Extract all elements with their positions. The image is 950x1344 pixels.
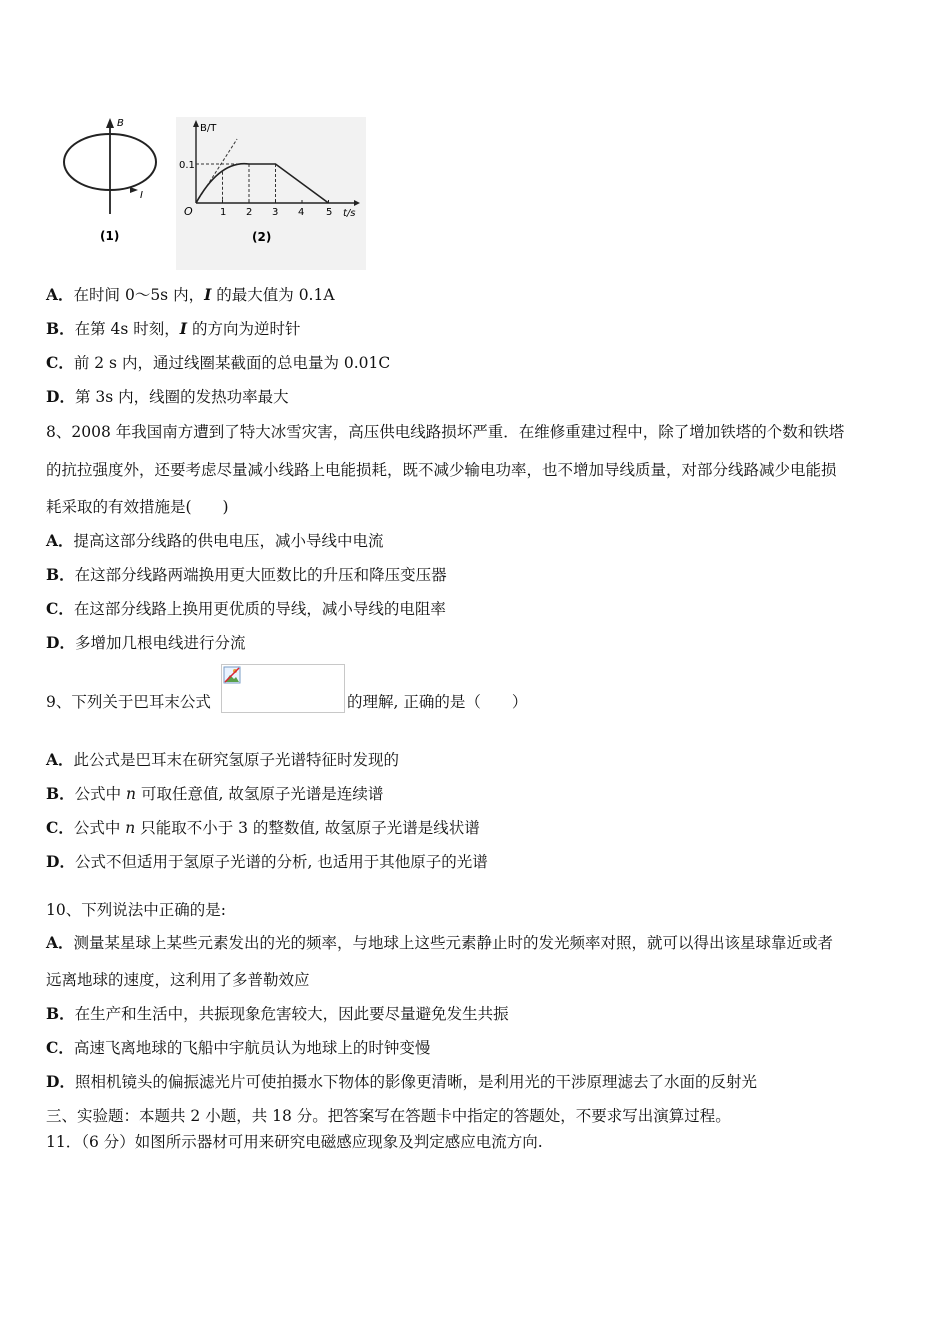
series-line <box>249 164 329 203</box>
x-tick-3: 3 <box>272 207 279 218</box>
x-axis-label: t/s <box>343 208 356 219</box>
broken-image-icon <box>223 666 241 684</box>
q11-stem: 11．（6 分）如图所示器材可用来研究电磁感应现象及判定感应电流方向. <box>46 1133 543 1151</box>
q7-option-b: B．在第 4s 时刻，I 的方向为逆时针 <box>46 319 301 338</box>
y-axis-arrow <box>193 120 199 127</box>
origin-label: O <box>184 205 193 218</box>
q9-stem-pre: 9、下列关于巴耳末公式 <box>46 693 211 711</box>
q9-option-c: C．公式中 n 只能取不小于 3 的整数值, 故氢原子光谱是线状谱 <box>46 818 480 837</box>
q8-option-d: D．多增加几根电线进行分流 <box>46 633 246 652</box>
q8-option-c: C．在这部分线路上换用更优质的导线，减小导线的电阻率 <box>46 599 446 618</box>
q7-option-a: A．在时间 0～5s 内，I 的最大值为 0.1A <box>46 285 335 304</box>
q10-option-c: C．高速飞离地球的飞船中宇航员认为地球上的时钟变慢 <box>46 1038 431 1057</box>
figure2-caption: (2) <box>252 230 272 244</box>
chart-plot <box>193 120 360 206</box>
q9-option-b: B．公式中 n 可取任意值, 故氢原子光谱是连续谱 <box>46 784 384 803</box>
b-t-graph <box>176 117 366 270</box>
q10-stem: 10、下列说法中正确的是: <box>46 901 226 919</box>
x-tick-5: 5 <box>326 207 333 218</box>
q8-option-b: B．在这部分线路两端换用更大匝数比的升压和降压变压器 <box>46 565 447 584</box>
y-axis-label: B/T <box>200 123 217 134</box>
q9-option-a: A．此公式是巴耳末在研究氢原子光谱特征时发现的 <box>46 750 400 769</box>
q8-stem-line2: 的抗拉强度外，还要考虑尽量减小线路上电能损耗，既不减少输电功率，也不增加导线质量，对部分线路减少电能损 <box>46 461 837 479</box>
q8-stem-line1: 8、2008 年我国南方遭到了特大冰雪灾害，高压供电线路损坏严重．在维修重建过程中，除了增加铁塔的个数和铁塔 <box>46 423 845 441</box>
q10-option-b: B．在生产和生活中，共振现象危害较大，因此要尽量避免发生共振 <box>46 1004 509 1023</box>
q7-option-c: C．前 2 s 内，通过线圈某截面的总电量为 0.01C <box>46 353 391 372</box>
q10-option-d: D．照相机镜头的偏振滤光片可使拍摄水下物体的影像更清晰，是利用光的干涉原理滤去了水面的反射光 <box>46 1072 757 1091</box>
coil-figure <box>60 112 170 252</box>
figure1-caption: (1) <box>100 229 120 243</box>
section3-heading: 三、实验题：本题共 2 小题，共 18 分。把答案写在答题卡中指定的答题处，不要求写出演算过程。 <box>46 1107 731 1125</box>
q10-option-a-line1: A．测量某星球上某些元素发出的光的频率，与地球上这些元素静止时的发光频率对照，就可以得出该星球靠近或者 <box>46 933 834 952</box>
q8-stem-line3: 耗采取的有效措施是( ) <box>46 498 229 516</box>
q10-option-a-line2: 远离地球的速度，这利用了多普勒效应 <box>46 971 310 989</box>
q9-option-d: D．公式不但适用于氢原子光谱的分析, 也适用于其他原子的光谱 <box>46 852 488 871</box>
q7-option-d: D．第 3s 内，线圈的发热功率最大 <box>46 387 289 406</box>
current-arrow-head <box>130 187 138 193</box>
x-axis-arrow <box>354 200 360 206</box>
x-tick-2: 2 <box>246 207 253 218</box>
x-tick-1: 1 <box>220 207 227 218</box>
balmer-formula-image <box>221 664 345 713</box>
x-tick-4: 4 <box>298 207 305 218</box>
q9-stem-post: 的理解, 正确的是（ ） <box>347 693 528 711</box>
i-label: I <box>140 190 143 201</box>
b-arrow-head <box>106 118 114 128</box>
y-tick-label: 0.1 <box>179 160 195 171</box>
b-label: B <box>117 118 124 129</box>
q8-option-a: A．提高这部分线路的供电电压，减小导线中电流 <box>46 531 384 550</box>
